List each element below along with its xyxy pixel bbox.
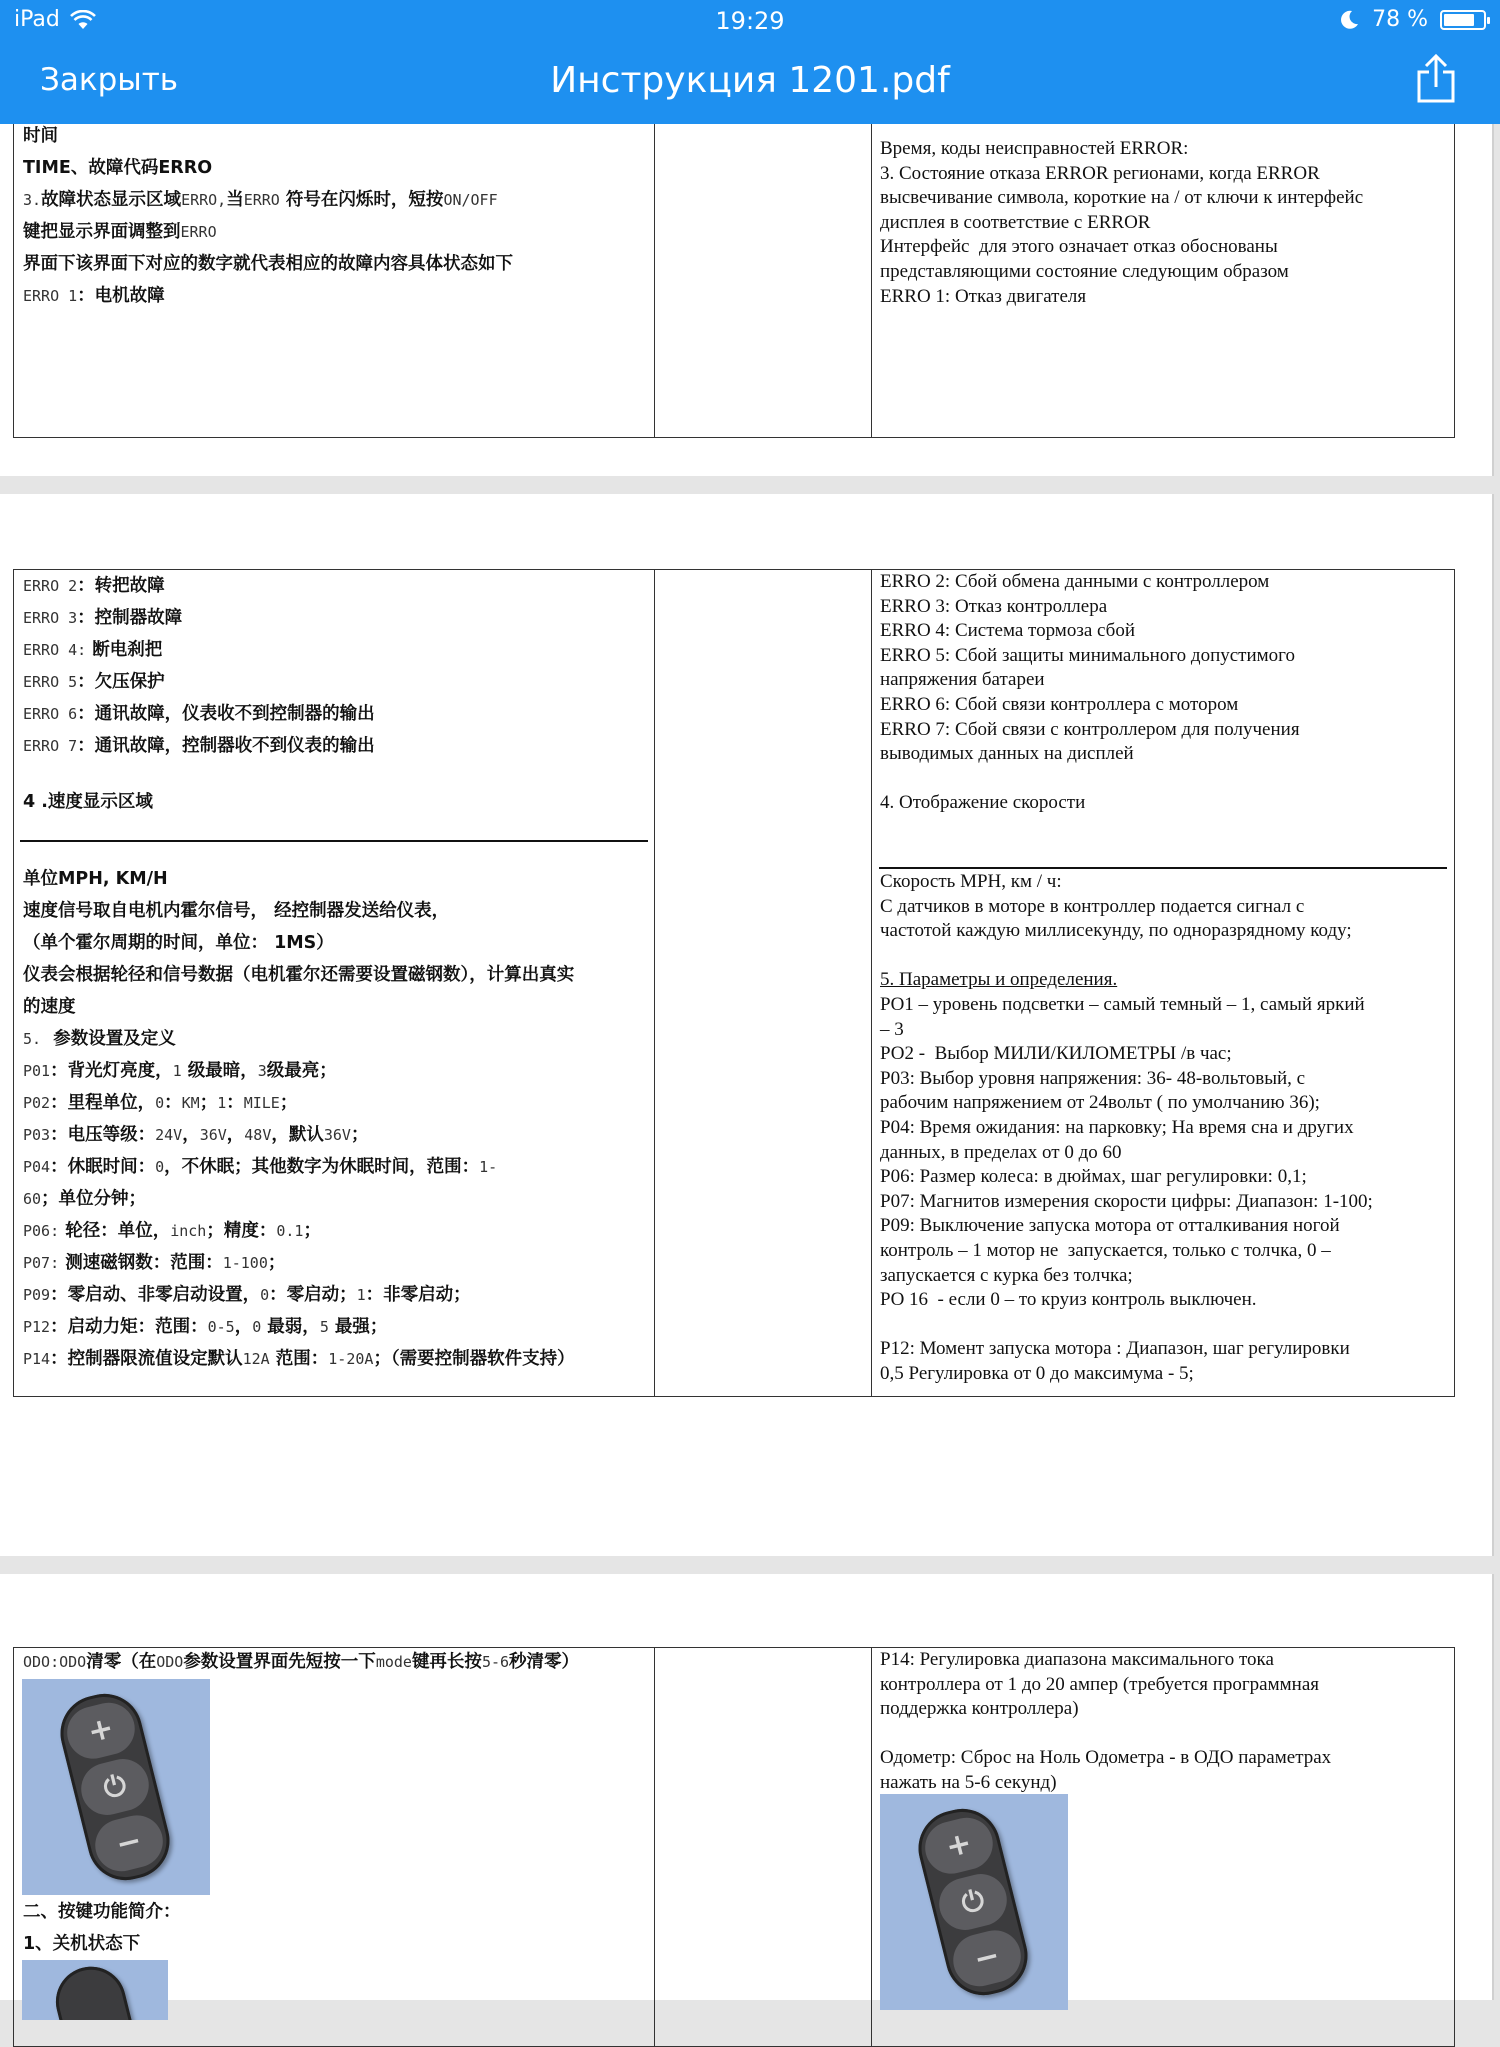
code-token: P03	[23, 1126, 51, 1144]
text-line	[23, 184, 513, 216]
text-run: ：里程单位，	[50, 1093, 156, 1113]
code-token: ON/OFF	[443, 191, 498, 209]
text-line: 3. Состояние отказа ERROR регионами, когда ERROR	[880, 162, 1320, 184]
code-token: 0	[260, 1286, 270, 1304]
text-line	[23, 1279, 575, 1311]
text-run: ：零启动、非零启动设置，	[50, 1285, 261, 1305]
code-token: ERRO 4:	[23, 641, 87, 659]
code-token: 1-	[479, 1158, 498, 1176]
text-run: ；	[279, 1093, 298, 1113]
text-line	[23, 1215, 575, 1247]
code-token: ERRO	[243, 191, 280, 209]
text-line	[23, 959, 575, 991]
text-run: ：转把故障	[77, 576, 165, 596]
text-run: 测速磁钢数：范围：	[59, 1253, 223, 1273]
text-run: ：非零启动；	[365, 1285, 471, 1305]
code-token: mode	[375, 1653, 412, 1671]
plus-key-icon: +	[919, 1812, 998, 1879]
text-line: представляющими состояние следующим образом	[880, 260, 1289, 282]
code-token: 48V	[244, 1126, 272, 1144]
text-line: P07: Магнитов измерения скорости цифры: Диапазон: 1-100;	[880, 1190, 1373, 1212]
text-line: ERRO 5: Сбой защиты минимального допустимого	[880, 644, 1295, 666]
text-line	[23, 1055, 575, 1087]
text-line: ERRO 4: Система тормоза сбой	[880, 620, 1136, 642]
code-token: ERRO 5	[23, 673, 78, 691]
device-name: iPad	[14, 7, 60, 32]
top-bar	[0, 0, 1500, 124]
text-line: РО2 - Выбор МИЛИ/КИЛОМЕТРЫ /в час;	[880, 1043, 1232, 1065]
close-button[interactable]: Закрыть	[40, 62, 179, 98]
text-line	[880, 1313, 1373, 1338]
code-token: MILE	[243, 1094, 280, 1112]
text-run: 时间	[23, 126, 58, 146]
column-divider	[871, 569, 872, 1397]
do-not-disturb-moon-icon	[1338, 9, 1360, 31]
text-line	[880, 767, 1300, 792]
text-line: P14: Регулировка диапазона максимального тока	[880, 1649, 1274, 1670]
section-rule	[879, 867, 1447, 869]
text-line: P06: Размер колеса: в дюймах, шаг регулировки: 0,1;	[880, 1166, 1307, 1188]
pdf-page-3[interactable]	[0, 1574, 1494, 2000]
column-divider	[871, 1647, 872, 2047]
text-line	[880, 1722, 1331, 1747]
text-line	[23, 1119, 575, 1151]
text-run: TIME、故障代码ERRO	[23, 158, 213, 178]
text-run: ：电压等级：	[50, 1125, 156, 1145]
text-line: запускается с курка без толчка;	[880, 1264, 1133, 1286]
text-run: ，默认	[271, 1125, 324, 1145]
text-line: поддержка контроллера)	[880, 1698, 1079, 1720]
text-run: 范围：	[269, 1349, 329, 1369]
code-token: P06:	[23, 1222, 60, 1240]
power-off-state-heading: 1、关机状态下	[23, 1934, 141, 1954]
text-line: нажать на 5-6 секунд)	[880, 1771, 1057, 1793]
code-token: 0	[155, 1094, 165, 1112]
code-token: ODO:ODO	[23, 1653, 87, 1671]
text-run: 清零（在	[86, 1652, 157, 1672]
text-run: 键再长按	[411, 1652, 482, 1672]
code-token: P14	[23, 1350, 51, 1368]
battery-fill	[1444, 14, 1474, 26]
text-run: 级最暗，	[181, 1061, 258, 1081]
text-line: 5. Параметры и определения.	[880, 969, 1118, 991]
text-line: ERRO 1: Отказ двигателя	[880, 285, 1087, 307]
text-line	[23, 602, 375, 634]
russian-text-block	[880, 570, 1300, 816]
text-run: ，	[226, 1125, 245, 1145]
code-token: KM	[181, 1094, 200, 1112]
keypad-photo-right	[880, 1794, 1068, 2010]
minus-key-icon: −	[89, 1810, 168, 1877]
code-token: 0-5	[207, 1318, 235, 1336]
text-line: Интерфейс для этого означает отказ обоснованы	[880, 236, 1278, 258]
text-run: 最强；	[328, 1317, 388, 1337]
code-token: 1	[217, 1094, 227, 1112]
code-token: ERRO 2	[23, 577, 78, 595]
keypad-image	[910, 1801, 1035, 2003]
power-key-icon: ⏻	[933, 1868, 1012, 1935]
text-run: ；单位分钟；	[41, 1189, 147, 1209]
chinese-text-block	[23, 570, 375, 762]
code-token: P04	[23, 1158, 51, 1176]
document-title: Инструкция 1201.pdf	[550, 60, 950, 101]
text-line: контроль – 1 мотор не запускается, только с толчка, 0 –	[880, 1239, 1331, 1261]
text-line	[23, 895, 575, 927]
keypad-image	[52, 1686, 177, 1888]
text-line: 4. Отображение скорости	[880, 792, 1086, 814]
text-line: ERRO 6: Сбой связи контроллера с мотором	[880, 693, 1239, 715]
text-line: Скорость MPH, км / ч:	[880, 871, 1062, 892]
text-run: ：	[164, 1093, 182, 1113]
code-token: 1	[172, 1062, 182, 1080]
code-token: 1-100	[222, 1254, 268, 1272]
code-token: 0	[252, 1318, 262, 1336]
text-run: 界面下该界面下对应的数字就代表相应的故障内容具体状态如下	[23, 254, 513, 274]
text-line: P12: Момент запуска мотора : Диапазон, шаг регулировки	[880, 1338, 1350, 1360]
code-token: ERRO 3	[23, 609, 78, 627]
code-token: 5-6	[481, 1653, 510, 1671]
text-run: （单个霍尔周期的时间，单位： 1MS）	[23, 933, 334, 953]
text-line: Время, коды неисправностей ERROR:	[880, 138, 1189, 159]
code-token: ERRO	[180, 223, 217, 241]
text-line: С датчиков в моторе в контроллер подается сигнал с	[880, 895, 1305, 917]
text-run: 符号在闪烁时，短按	[279, 190, 444, 210]
code-token: 5.	[23, 1030, 42, 1048]
text-line	[23, 698, 375, 730]
status-time: 19:29	[715, 7, 785, 35]
battery-icon	[1440, 10, 1486, 30]
text-run: 秒清零）	[509, 1652, 580, 1672]
text-line	[23, 730, 375, 762]
text-run: ：通讯故障，控制器收不到仪表的输出	[77, 736, 375, 756]
text-run: ：	[226, 1093, 244, 1113]
text-run: ，	[182, 1125, 200, 1145]
nav-bar	[0, 40, 1500, 124]
keypad-photo	[22, 1679, 210, 1895]
text-line: данных, в пределах от 0 до 60	[880, 1141, 1122, 1163]
text-line	[23, 666, 375, 698]
pdf-page-2[interactable]	[0, 494, 1494, 1556]
russian-text-block	[880, 137, 1363, 309]
text-line	[23, 1087, 575, 1119]
text-run: 的速度	[23, 997, 76, 1017]
text-run: 当	[226, 190, 244, 210]
chinese-text-block	[23, 863, 575, 1375]
text-line	[23, 1343, 575, 1375]
text-run: ：零启动；	[269, 1285, 357, 1305]
text-line	[23, 570, 375, 602]
text-line	[23, 991, 575, 1023]
text-run: ：启动力矩：范围：	[50, 1317, 208, 1337]
text-run: ，	[234, 1317, 253, 1337]
text-run: 轮径：单位，	[59, 1221, 171, 1241]
text-line	[23, 1151, 575, 1183]
share-icon[interactable]	[1414, 54, 1458, 104]
code-token: 24V	[155, 1126, 183, 1144]
russian-text-block	[880, 1648, 1331, 1796]
text-run: ；	[199, 1093, 218, 1113]
code-token: 60	[23, 1190, 42, 1208]
text-line	[23, 634, 375, 666]
text-run: 级最亮；	[266, 1061, 337, 1081]
text-run: ；	[303, 1221, 321, 1241]
text-run: 故障状态显示区域	[41, 190, 182, 210]
text-line: P04: Время ожидания: на парковку; На время сна и других	[880, 1116, 1354, 1138]
column-divider	[654, 1647, 655, 2047]
text-run: 断电刹把	[86, 640, 163, 660]
text-line: ERRO 7: Сбой связи с контроллером для получения	[880, 718, 1300, 740]
code-token: P01	[23, 1062, 51, 1080]
code-token: ERRO 6	[23, 705, 78, 723]
text-run: ：通讯故障，仪表收不到控制器的输出	[77, 704, 375, 724]
text-line: напряжения батареи	[880, 669, 1045, 691]
code-token: 0.1	[276, 1222, 304, 1240]
speed-heading-zh: 4 .速度显示区域	[23, 792, 153, 812]
code-token: P09	[23, 1286, 51, 1304]
text-run: ：背光灯亮度，	[50, 1061, 173, 1081]
text-line: P03: Выбор уровня напряжения: 36- 48-вольтовый, с	[880, 1067, 1306, 1089]
code-token: ERRO 1	[23, 287, 78, 305]
text-run: ；（需要控制器软件支持）	[373, 1349, 575, 1369]
text-line: 0,5 Регулировка от 0 до максимума - 5;	[880, 1362, 1194, 1384]
code-token: 3	[257, 1062, 267, 1080]
power-key-icon: ⏻	[75, 1753, 154, 1820]
key-functions-heading: 二、按键功能简介：	[23, 1902, 181, 1922]
keypad-image	[49, 1960, 146, 2020]
code-token: 36V	[199, 1126, 227, 1144]
text-line: PO 16 - если 0 – то круиз контроль выключен.	[880, 1289, 1257, 1311]
text-line: выводимых данных на дисплей	[880, 743, 1134, 765]
text-line: дисплея в соответствие с ERROR	[880, 211, 1151, 233]
text-line	[23, 1311, 575, 1343]
column-divider	[871, 120, 872, 438]
text-line: высвечивание символа, короткие на / от ключи к интерфейс	[880, 187, 1364, 209]
text-line	[23, 248, 513, 280]
text-run: 参数设置界面先短按一下	[183, 1652, 376, 1672]
code-token: 1-20A	[328, 1350, 374, 1368]
code-token: ERRO,	[181, 191, 227, 209]
text-run: ，不休眠；其他数字为休眠时间，范围：	[164, 1157, 480, 1177]
text-run: ；	[267, 1253, 286, 1273]
code-token: ODO	[156, 1653, 184, 1671]
text-line	[23, 216, 513, 248]
code-token: P02	[23, 1094, 51, 1112]
minus-key-icon: −	[947, 1925, 1026, 1992]
code-token: ERRO 7	[23, 737, 78, 755]
text-line: контроллера от 1 до 20 ампер (требуется программная	[880, 1673, 1319, 1695]
pdf-page-1[interactable]	[0, 124, 1494, 476]
keypad-photo-partial	[22, 1960, 168, 2020]
code-token: 3.	[23, 191, 42, 209]
chinese-text-block	[23, 120, 513, 312]
text-line: – 3	[880, 1018, 904, 1040]
text-run: ；	[350, 1125, 369, 1145]
text-run: 参数设置及定义	[41, 1029, 176, 1049]
status-bar	[0, 0, 1500, 40]
text-line	[23, 1023, 575, 1055]
text-run: ：控制器故障	[77, 608, 183, 628]
code-token: 1	[356, 1286, 366, 1304]
text-run: 仪表会根据轮径和信号数据（电机霍尔还需要设置磁钢数），计算出真实	[23, 965, 575, 985]
text-run: ：电机故障	[77, 286, 165, 306]
code-token: 36V	[323, 1126, 351, 1144]
code-token: P12	[23, 1318, 51, 1336]
text-line: Одометр: Сброс на Ноль Одометра - в ОДО параметрах	[880, 1747, 1332, 1769]
code-token: P07:	[23, 1254, 60, 1272]
text-run: 键把显示界面调整到	[23, 222, 181, 242]
text-run: 单位MPH, KM/H	[23, 869, 168, 889]
text-run: ；精度：	[206, 1221, 277, 1241]
text-line	[23, 280, 513, 312]
column-divider	[654, 569, 655, 1397]
text-line	[23, 1183, 575, 1215]
text-line	[23, 120, 513, 152]
text-line: частотой каждую миллисекунду, по одноразрядному коду;	[880, 920, 1352, 942]
text-line: PO1 – уровень подсветки – самый темный – 1, самый яркий	[880, 993, 1365, 1015]
text-run: ：欠压保护	[77, 672, 165, 692]
odo-reset-text	[23, 1646, 579, 1678]
text-line	[23, 152, 513, 184]
code-token: 12A	[242, 1350, 270, 1368]
battery-percent: 78 %	[1372, 7, 1428, 32]
text-line: рабочим напряжением от 24вольт ( по умолчанию 36);	[880, 1092, 1320, 1114]
text-line: ERRO 2: Сбой обмена данными с контроллером	[880, 571, 1270, 592]
text-line	[880, 944, 1373, 969]
text-line: ERRO 3: Отказ контроллера	[880, 595, 1108, 617]
code-token: 0	[155, 1158, 165, 1176]
section-rule	[20, 840, 648, 842]
text-line	[23, 863, 575, 895]
text-line	[23, 1247, 575, 1279]
text-run: ：控制器限流值设定默认	[50, 1349, 243, 1369]
text-run: ：休眠时间：	[50, 1157, 156, 1177]
column-divider	[654, 120, 655, 438]
text-line: P09: Выключение запуска мотора от отталкивания ногой	[880, 1215, 1340, 1237]
text-run: 最弱，	[261, 1317, 320, 1337]
russian-text-block	[880, 870, 1373, 1386]
text-run: 速度信号取自电机内霍尔信号， 经控制器发送给仪表，	[23, 901, 450, 921]
text-line	[23, 927, 575, 959]
code-token: inch	[170, 1222, 207, 1240]
code-token: 5	[319, 1318, 329, 1336]
plus-key-icon: +	[61, 1697, 140, 1764]
